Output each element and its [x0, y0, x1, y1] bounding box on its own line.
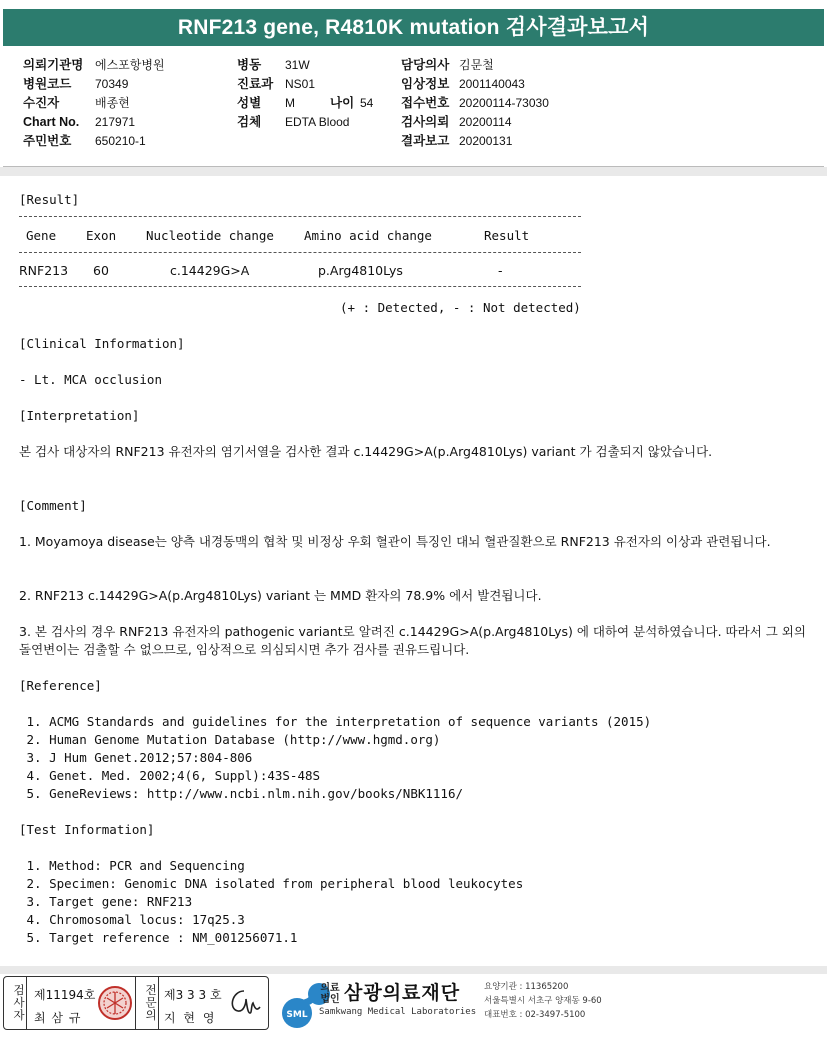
clinical-text: - Lt. MCA occlusion	[19, 372, 162, 387]
age-value: 54	[360, 96, 374, 110]
header-label: 병원코드	[23, 77, 72, 91]
specialist-license: 제3 3 3 호	[164, 988, 222, 1002]
header-label: 진료과	[237, 77, 274, 91]
examiner-label	[4, 977, 27, 1029]
footer-separator	[0, 966, 827, 974]
header-label: 병동	[237, 58, 262, 72]
result-cell-nucleotide: c.14429G>A	[170, 263, 250, 278]
result-legend: (+ : Detected, - : Not detected)	[340, 300, 581, 315]
header-value: 에스포항병원	[95, 58, 165, 72]
test-info-item: 5. Target reference : NM_001256071.1	[19, 930, 298, 945]
header-value: 20200114-73030	[459, 96, 549, 110]
examiner-license: 제11194호	[34, 988, 96, 1002]
header-value: 31W	[285, 58, 310, 72]
report-title: RNF213 gene, R4810K mutation 검사결과보고서	[3, 9, 824, 46]
test-info-item: 1. Method: PCR and Sequencing	[19, 858, 245, 873]
header-row	[237, 94, 373, 113]
signature-box	[3, 976, 269, 1030]
result-header-nucleotide: Nucleotide change	[146, 228, 274, 243]
header-row	[237, 56, 373, 75]
org-code: 요양기관 : 11365200	[484, 982, 569, 992]
header-row	[401, 132, 549, 151]
reference-item: 1. ACMG Standards and guidelines for the interpretation of sequence variants (2015)	[19, 714, 652, 729]
examiner-label-text: 검사자	[12, 984, 26, 1022]
clinical-section-title: [Clinical Information]	[19, 336, 185, 351]
dashed-rule	[19, 286, 581, 287]
header-col-3	[401, 56, 549, 151]
org-name: 삼광의료재단	[344, 982, 461, 1004]
result-cell-result: -	[498, 263, 503, 278]
org-address: 서울특별시 서초구 양재동 9-60	[484, 996, 602, 1006]
reference-item: 2. Human Genome Mutation Database (http://www.hgmd.org)	[19, 732, 441, 747]
header-label: 검사의뢰	[401, 115, 450, 129]
reference-item: 4. Genet. Med. 2002;4(6, Suppl):43S-48S	[19, 768, 321, 783]
header-row	[23, 56, 165, 75]
header-label: 의뢰기관명	[23, 58, 84, 72]
header-row	[23, 94, 165, 113]
header-row	[23, 132, 165, 151]
header-row	[237, 75, 373, 94]
comment-item: 3. 본 검사의 경우 RNF213 유전자의 pathogenic variant로 알려진 c.14429G>A(p.Arg4810Lys) 에 대하여 분석하였습니다. 따라서 그 외의 돌연변이는 검출할 수 없으므로, 임상적으로 의심되시면 추가 검사를 권유드립니다.	[19, 624, 806, 657]
reference-section-title: [Reference]	[19, 678, 102, 693]
header-value: 650210-1	[95, 134, 146, 148]
reference-item: 3. J Hum Genet.2012;57:804-806	[19, 750, 253, 765]
dashed-rule	[19, 252, 581, 253]
header-value: M	[285, 96, 295, 110]
comment-section-title: [Comment]	[19, 498, 87, 513]
comment-item: 2. RNF213 c.14429G>A(p.Arg4810Lys) variant 는 MMD 환자의 78.9% 에서 발견됩니다.	[19, 588, 542, 603]
result-cell-gene: RNF213	[19, 263, 69, 278]
header-label: 수진자	[23, 96, 60, 110]
header-row	[237, 113, 373, 132]
header-value: 20200114	[459, 115, 512, 129]
header-col-2	[237, 56, 373, 132]
specialist-label	[135, 977, 159, 1029]
header-row	[401, 94, 549, 113]
separator-strip	[0, 167, 827, 176]
header-row	[23, 75, 165, 94]
specialist-label-text: 전문의	[144, 984, 158, 1022]
header-row	[23, 113, 165, 132]
reference-item: 5. GeneReviews: http://www.ncbi.nlm.nih.gov/books/NBK1116/	[19, 786, 464, 801]
header-value: EDTA Blood	[285, 115, 350, 129]
header-row	[401, 113, 549, 132]
result-cell-amino: p.Arg4810Lys	[318, 263, 403, 278]
result-header-amino: Amino acid change	[304, 228, 432, 243]
interpretation-section-title: [Interpretation]	[19, 408, 140, 423]
header-value: 김문철	[459, 58, 494, 72]
header-value: 2001140043	[459, 77, 525, 91]
header-label: 검체	[237, 115, 262, 129]
header-row	[401, 75, 549, 94]
header-value: 배종현	[95, 96, 130, 110]
header-col-1	[23, 56, 165, 151]
specialist-name: 지 현 영	[164, 1011, 217, 1025]
header-label: Chart No.	[23, 115, 80, 129]
dashed-rule	[19, 216, 581, 217]
sml-logo-text: SML	[286, 1010, 308, 1020]
comment-item: 1. Moyamoya disease는 양측 내경동맥의 협착 및 비정상 우회 혈관이 특징인 대뇌 혈관질환으로 RNF213 유전자의 이상과 관련됩니다.	[19, 534, 771, 549]
signature-icon	[224, 985, 264, 1021]
header-label: 성별	[237, 96, 262, 110]
org-type: 의료법인	[320, 983, 340, 1005]
examiner-name: 최 삼 규	[34, 1011, 82, 1025]
interpretation-text: 본 검사 대상자의 RNF213 유전자의 염기서열을 검사한 결과 c.14429G>A(p.Arg4810Lys) variant 가 검출되지 않았습니다.	[19, 444, 713, 459]
header-label: 담당의사	[401, 58, 450, 72]
test-info-section-title: [Test Information]	[19, 822, 155, 837]
header-label: 결과보고	[401, 134, 450, 148]
report-footer	[0, 974, 827, 1040]
patient-header	[3, 46, 824, 167]
report-body	[0, 176, 827, 966]
header-label: 주민번호	[23, 134, 72, 148]
org-english-name: Samkwang Medical Laboratories	[319, 1007, 477, 1017]
test-info-item: 4. Chromosomal locus: 17q25.3	[19, 912, 245, 927]
header-value: 217971	[95, 115, 136, 129]
examiner-seal-icon	[96, 984, 134, 1022]
result-header-result: Result	[484, 228, 530, 243]
header-value: 70349	[95, 77, 129, 91]
header-value: 20200131	[459, 134, 513, 148]
result-header-gene: Gene	[26, 228, 57, 243]
result-header-exon: Exon	[86, 228, 117, 243]
result-cell-exon: 60	[93, 263, 109, 278]
header-row	[401, 56, 549, 75]
org-phone: 대표번호 : 02-3497-5100	[484, 1010, 586, 1020]
age-label: 나이	[330, 96, 355, 110]
header-label: 접수번호	[401, 96, 450, 110]
header-label: 임상정보	[401, 77, 450, 91]
header-value: NS01	[285, 77, 316, 91]
result-section-title: [Result]	[19, 192, 80, 207]
test-info-item: 3. Target gene: RNF213	[19, 894, 193, 909]
test-info-item: 2. Specimen: Genomic DNA isolated from peripheral blood leukocytes	[19, 876, 524, 891]
